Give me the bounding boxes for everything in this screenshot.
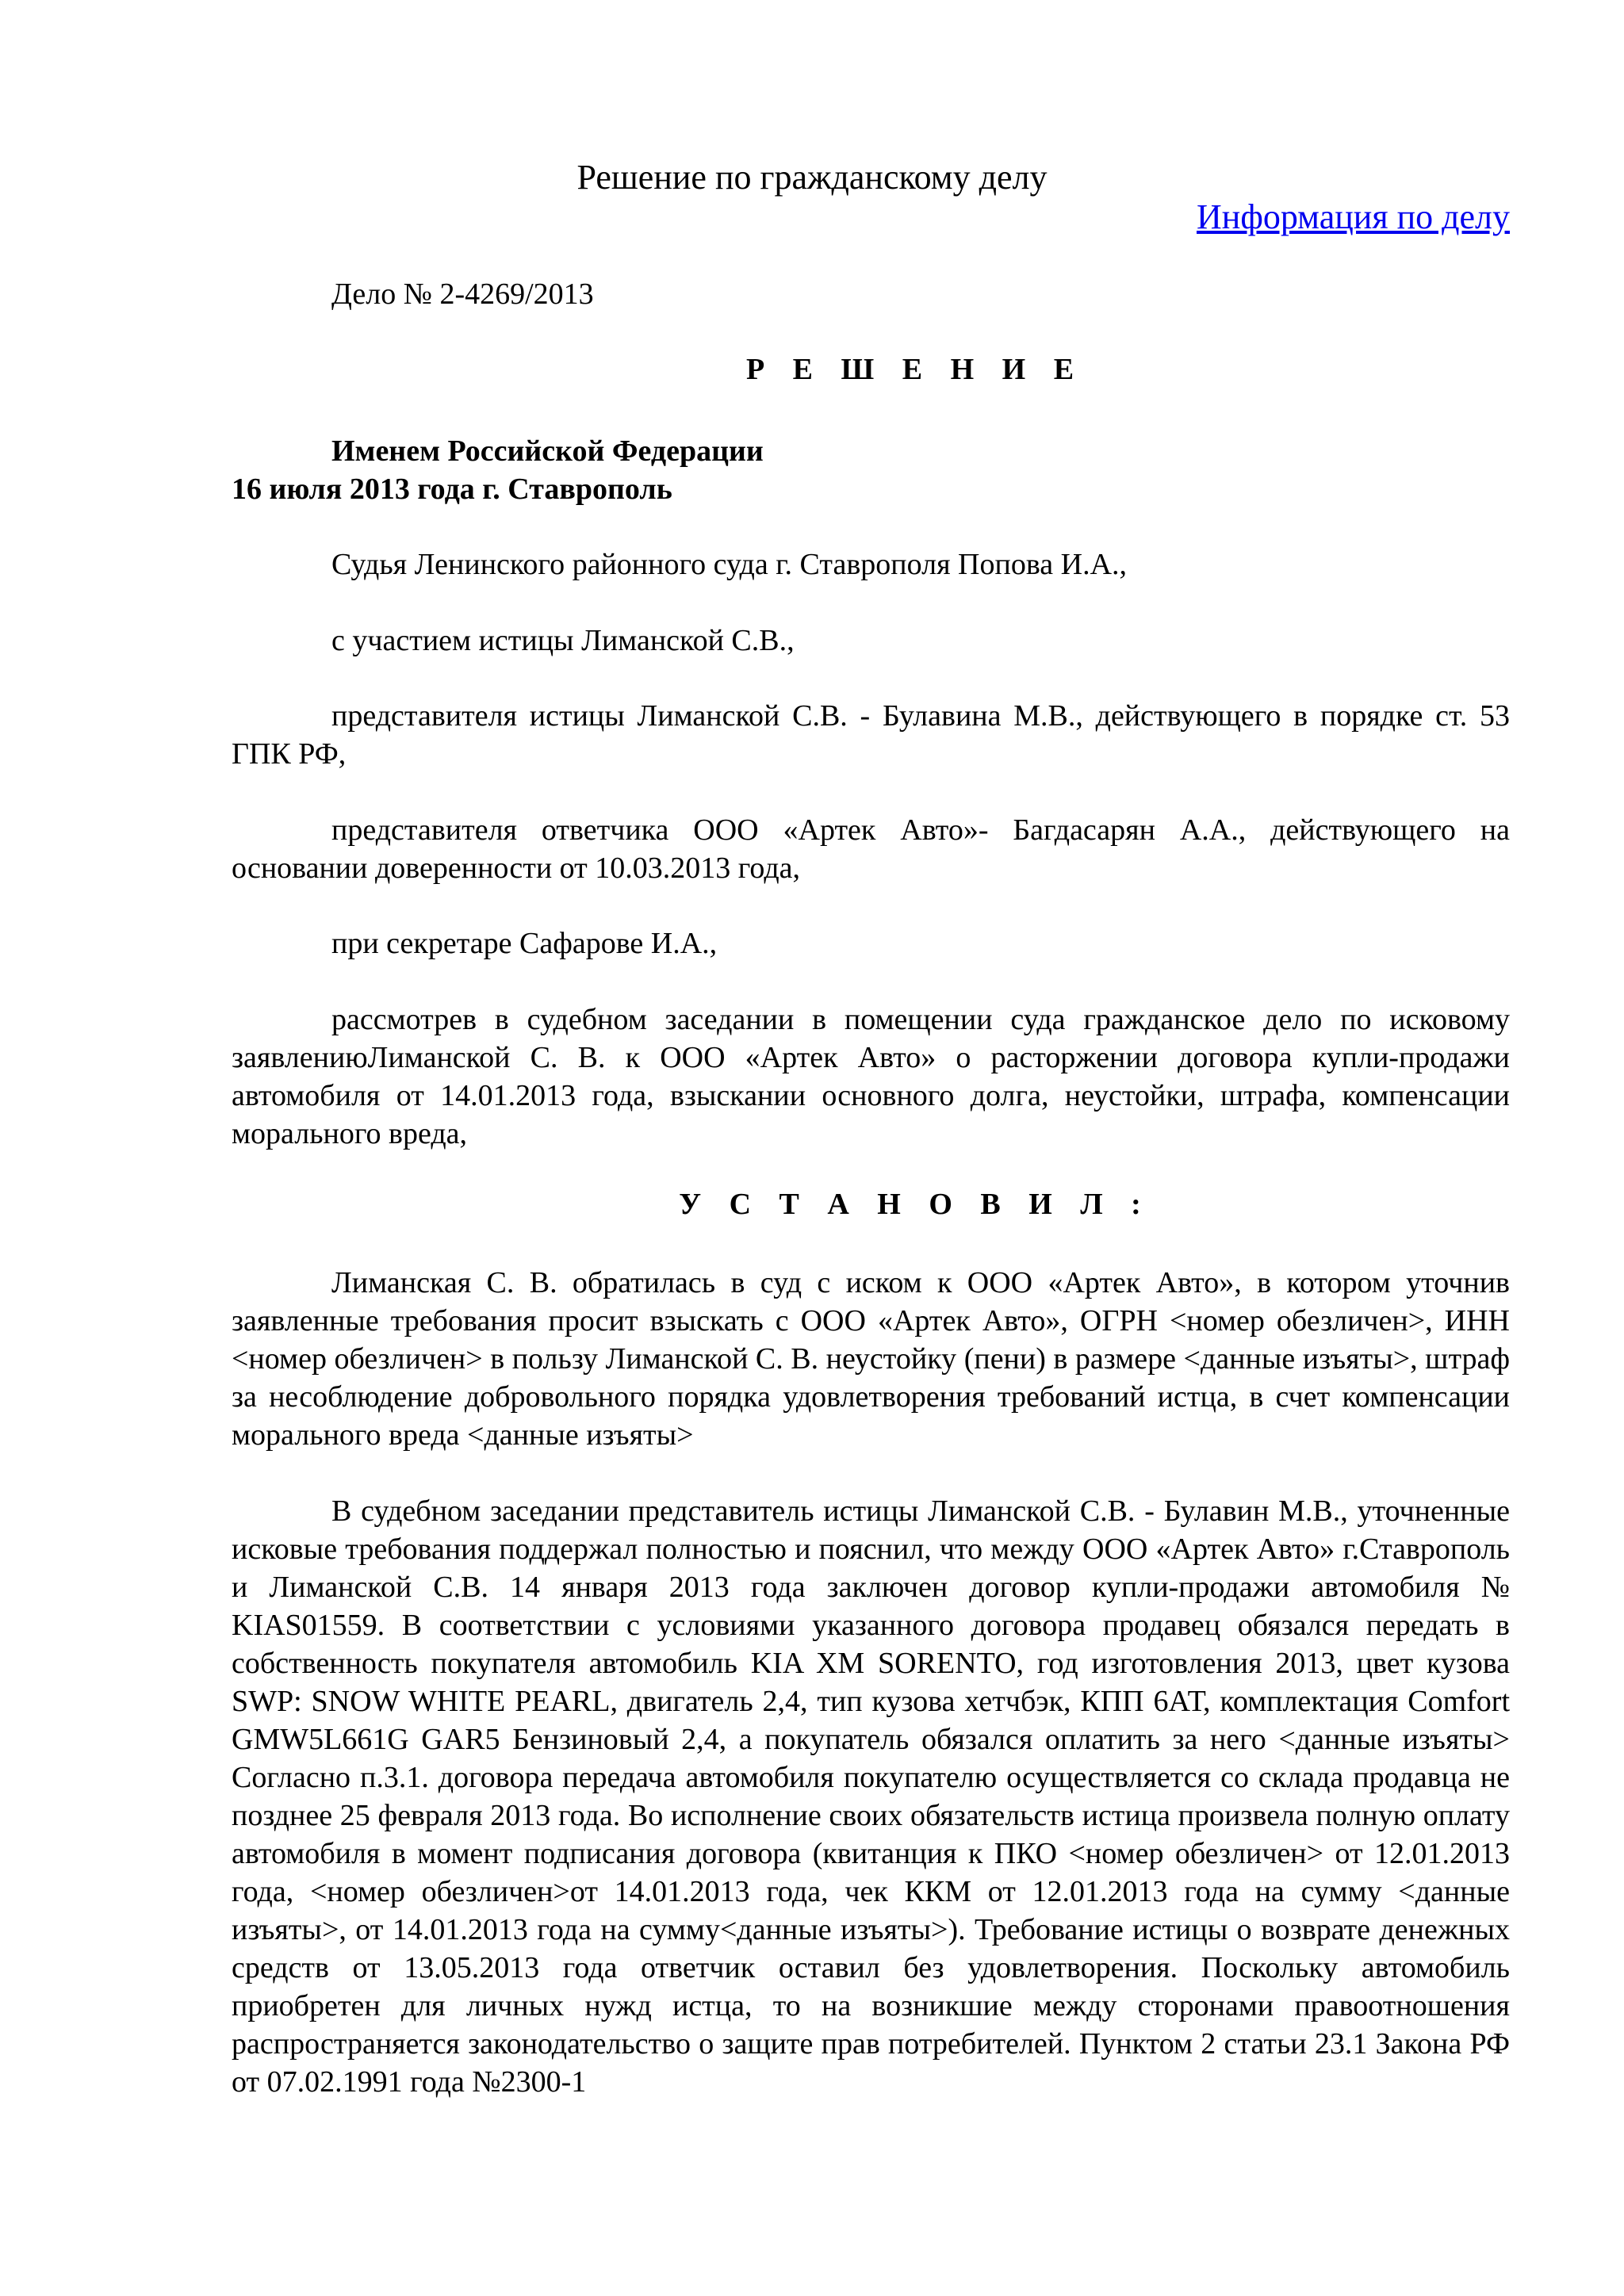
established-heading: У С Т А Н О В И Л : [679,1188,1151,1221]
paragraph-plaintiff: с участием истицы Лиманской С.В., [331,624,795,657]
established-paragraph-claim: Лиманская С. В. обратилась в суд с иском к ООО «Артек Авто», в котором уточнив заявленные требования просит взыскать с ООО «Артек Авто», ОГРН <номер обезличен>, ИНН <номер обезличен> в пользу Лиманской С. В. неустойку (пени) в размере <данные изъяты>, штраф за несоблюдение добровольного порядка удовлетворения требований истца, в счет компенсации морального вреда <данные изъяты> [232,1266,1510,1452]
in-the-name-line: Именем Российской Федерации [331,434,764,468]
paragraph-judge: Судья Ленинского районного суда г. Ставрополя Попова И.А., [331,548,1128,581]
case-info-link[interactable]: Информация по делу [1197,197,1510,236]
paragraph-plaintiff-representative: представителя истицы Лиманской С.В. - Булавина М.В., действующего в порядке ст. 53 ГПК РФ, [232,699,1510,771]
case-number: Дело № 2-4269/2013 [331,277,594,311]
decision-heading: Р Е Ш Е Н И Е [745,353,1085,386]
paragraph-defendant-representative: представителя ответчика ООО «Артек Авто»- Багдасарян А.А., действующего на основании доверенности от 10.03.2013 года, [232,813,1510,885]
page-title: Решение по гражданскому делу [576,158,1048,197]
date-place-line: 16 июля 2013 года г. Ставрополь [232,473,672,506]
paragraph-case-description: рассмотрев в судебном заседании в помещении суда гражданское дело по исковому заявлениюЛиманской С. В. к ООО «Артек Авто» о расторжении договора купли-продажи автомобиля от 14.01.2013 года, взыскании основного долга, неустойки, штрафа, компенсации морального вреда, [232,1003,1510,1150]
established-paragraph-hearing: В судебном заседании представитель истицы Лиманской С.В. - Булавин М.В., уточненные исковые требования поддержал полностью и пояснил, что между ООО «Артек Авто» г.Ставрополь и Лиманской С.В. 14 января 2013 года заключен договор купли-продажи автомобиля № KIAS01559. В соответствии с условиями указанного договора продавец обязался передать в собственность покупателя автомобиль KIA XM SORENTO, год изготовления 2013, цвет кузова SWP: SNOW WHITE PEARL, двигатель 2,4, тип кузова хетчбэк, КПП 6АТ, комплектация Comfort GMW5L661G GAR5 Бензиновый 2,4, а покупатель обязался оплатить за него <данные изъяты> Согласно п.3.1. договора передача автомобиля покупателю осуществляется со склада продавца не позднее 25 февраля 2013 года. Во исполнение своих обязательств истица произвела полную оплату автомобиля в момент подписания договора (квитанция к ПКО <номер обезличен> от 12.01.2013 года, <номер обезличен>от 14.01.2013 года, чек ККМ от 12.01.2013 года на сумму <данные изъяты>, от 14.01.2013 года на сумму<данные изъяты>). Требование истицы о возврате денежных средств от 13.05.2013 года ответчик оставил без удовлетворения. Поскольку автомобиль приобретен для личных нужд истца, то на возникшие между сторонами правоотношения распространяется законодательство о защите прав потребителей. Пунктом 2 статьи 23.1 Закона РФ от 07.02.1991 года №2300-1 [232,1494,1510,2099]
paragraph-secretary: при секретаре Сафарове И.А., [331,927,718,960]
